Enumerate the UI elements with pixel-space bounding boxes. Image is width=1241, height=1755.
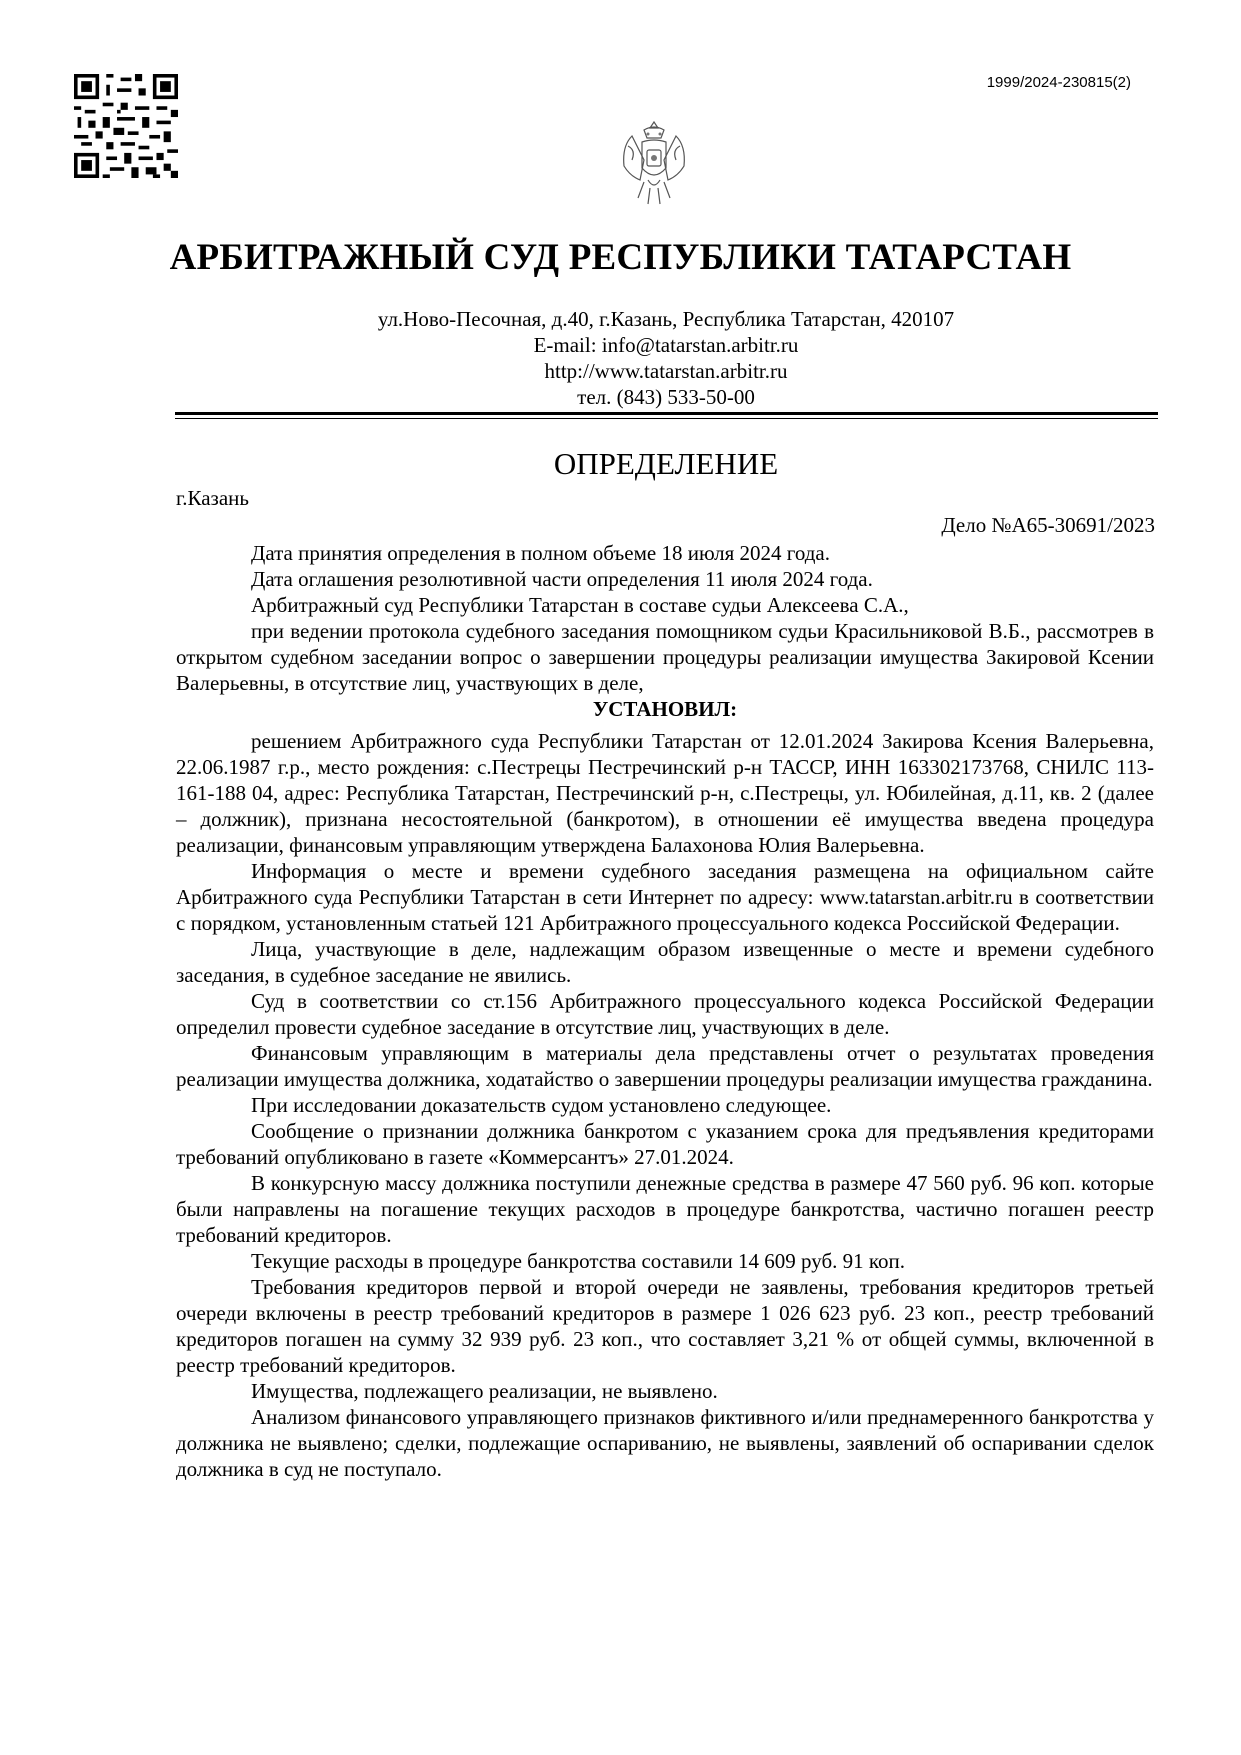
document-id: 1999/2024-230815(2) [986,74,1131,91]
body-paragraph: При исследовании доказательств судом установлено следующее. [251,1093,832,1117]
body-paragraph: Лица, участвующие в деле, надлежащим образом извещенные о месте и времени судебного заседания, в судебное заседание не явились. [176,937,1154,987]
body-paragraph: Сообщение о признании должника банкротом с указанием срока для предъявления кредиторами требований опубликовано в газете «Коммерсантъ» 27.01.2024. [176,1119,1154,1169]
court-phone: тел. (843) 533-50-00 [577,385,755,409]
court-address: ул.Ново-Песочная, д.40, г.Казань, Республика Татарстан, 420107 [377,307,955,331]
qr-code-icon [74,74,178,178]
intro-paragraph: Дата принятия определения в полном объеме 18 июля 2024 года. [251,541,830,565]
body-paragraph: В конкурсную массу должника поступили денежные средства в размере 47 560 руб. 96 коп. которые были направлены на погашение текущих расходов в процедуре банкротства, частично погашен реестр требований кредиторов. [176,1171,1154,1247]
case-number: Дело №А65-30691/2023 [941,513,1155,537]
court-website: http://www.tatarstan.arbitr.ru [544,359,788,383]
section-heading: УСТАНОВИЛ: [592,697,738,721]
intro-paragraph: Арбитражный суд Республики Татарстан в составе судьи Алексеева С.А., [251,593,909,617]
intro-paragraph: при ведении протокола судебного заседания помощником судьи Красильниковой В.Б., рассмотрев в открытом судебном заседании вопрос о завершении процедуры реализации имущества Закировой Ксении Валерьевны, в отсутствие лиц, участвующих в деле, [176,619,1154,695]
body-paragraph: Суд в соответствии со ст.156 Арбитражного процессуального кодекса Российской Федерации определил провести судебное заседание в отсутствие лиц, участвующих в деле. [176,989,1154,1039]
body-paragraph: Текущие расходы в процедуре банкротства составили 14 609 руб. 91 коп. [251,1249,906,1273]
body-paragraph: решением Арбитражного суда Республики Татарстан от 12.01.2024 Закирова Ксения Валерьевна, 22.06.1987 г.р., место рождения: с.Пестрецы Пестречинский р-н ТАССР, ИНН 163302173768, СНИЛС 113-161-188 04, адрес: Республика Татарстан, Пестречинский р-н, с.Пестрецы, ул. Юбилейная, д.11, кв. 2 (далее – должник), признана несостоятельной (банкротом), в отношении её имущества введена процедура реализации, финансовым управляющим утверждена Балахонова Юлия Валерьевна. [176,729,1154,857]
coat-of-arms-icon [614,116,694,216]
document-city: г.Казань [176,486,249,510]
document-body [176,540,1154,1482]
body-paragraph: Имущества, подлежащего реализации, не выявлено. [251,1379,718,1403]
header-divider-thin [175,418,1158,419]
body-paragraph: Требования кредиторов первой и второй очереди не заявлены, требования кредиторов третьей очереди включены в реестр требований кредиторов в размере 1 026 623 руб. 23 коп., реестр требований кредиторов погашен на сумму 32 939 руб. 23 коп., что составляет 3,21 % от общей суммы, включенной в реестр требований кредиторов. [176,1275,1154,1377]
document-type: ОПРЕДЕЛЕНИЕ [553,446,779,481]
header-divider [175,412,1158,415]
body-paragraph: Анализом финансового управляющего признаков фиктивного и/или преднамеренного банкротства у должника не выявлено; сделки, подлежащие оспариванию, не выявлены, заявлений об оспаривании сделок должника в суд не поступало. [176,1405,1154,1481]
body-paragraph: Финансовым управляющим в материалы дела представлены отчет о результатах проведения реализации имущества должника, ходатайство о завершении процедуры реализации имущества гражданина. [176,1041,1154,1091]
intro-paragraph: Дата оглашения резолютивной части определения 11 июля 2024 года. [251,567,873,591]
court-email: E-mail: info@tatarstan.arbitr.ru [533,333,799,357]
court-name: АРБИТРАЖНЫЙ СУД РЕСПУБЛИКИ ТАТАРСТАН [169,237,1072,278]
court-contacts [0,306,1241,410]
body-paragraph: Информация о месте и времени судебного заседания размещена на официальном сайте Арбитражного суда Республики Татарстан в сети Интернет по адресу: www.tatarstan.arbitr.ru в соответствии с порядком, установленным статьей 121 Арбитражного процессуального кодекса Российской Федерации. [176,859,1154,935]
